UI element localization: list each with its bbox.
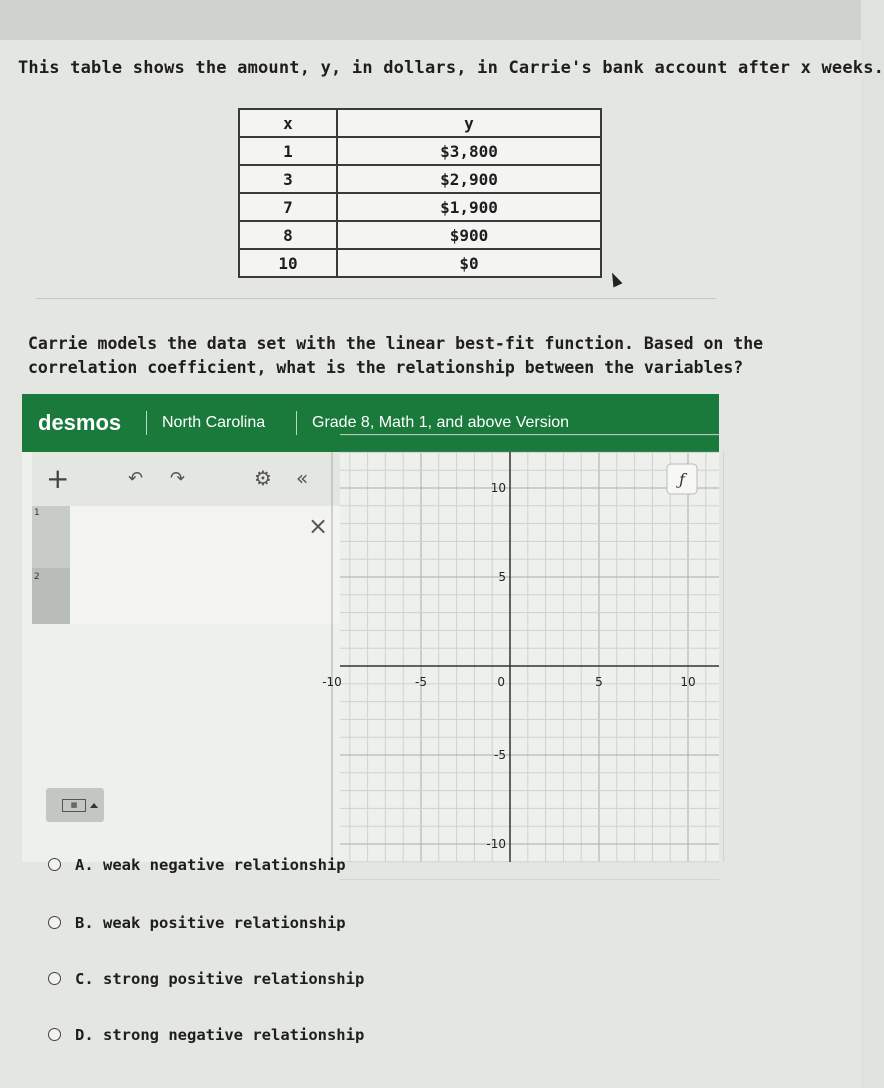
- radio-button[interactable]: [48, 972, 61, 985]
- section-divider: [36, 298, 716, 299]
- table-header-row: [239, 109, 601, 137]
- undo-icon[interactable]: ↶: [128, 468, 144, 489]
- keyboard-icon: ▦: [62, 799, 86, 812]
- y-tick-label: 10: [490, 481, 506, 495]
- graph-background: [340, 452, 719, 862]
- desmos-header: [22, 394, 719, 452]
- choice-text: weak negative relationship: [103, 856, 346, 874]
- expression-panel: [32, 452, 340, 862]
- choice-text: weak positive relationship: [103, 914, 346, 932]
- desmos-state-label: North Carolina: [162, 414, 266, 431]
- gear-icon[interactable]: ⚙: [254, 466, 272, 490]
- choice-letter: D.: [75, 1026, 94, 1044]
- y-cell: $1,900: [337, 193, 601, 221]
- column-header-y: y: [337, 109, 601, 137]
- choice-letter: B.: [75, 914, 94, 932]
- y-tick-label: -10: [486, 837, 506, 851]
- function-icon[interactable]: ƒ: [679, 470, 685, 489]
- radio-button[interactable]: [48, 1028, 61, 1041]
- choice-letter: C.: [75, 970, 94, 988]
- choice-a[interactable]: [48, 856, 346, 874]
- expression-number: 1: [34, 508, 40, 518]
- keyboard-toggle-button[interactable]: [46, 788, 104, 822]
- x-tick-label: 0: [497, 675, 505, 689]
- choice-b[interactable]: [48, 914, 346, 932]
- graph-paper[interactable]: [322, 452, 719, 862]
- x-cell: 1: [239, 137, 337, 165]
- double-chevron-left-icon[interactable]: «: [296, 466, 309, 490]
- desmos-calculator: [22, 394, 719, 862]
- x-cell: 8: [239, 221, 337, 249]
- x-tick-label: 10: [680, 675, 696, 689]
- header-divider: [296, 411, 297, 435]
- x-cell: 10: [239, 249, 337, 277]
- plus-icon[interactable]: +: [46, 462, 70, 495]
- table-row: [239, 249, 601, 277]
- close-icon[interactable]: ×: [308, 512, 329, 540]
- y-cell: $2,900: [337, 165, 601, 193]
- header-divider: [146, 411, 147, 435]
- caret-up-icon: [90, 803, 98, 808]
- x-tick-label: -10: [322, 675, 342, 689]
- table-row: [239, 193, 601, 221]
- expression-toolbar: [32, 452, 340, 506]
- y-cell: $900: [337, 221, 601, 249]
- choice-d[interactable]: [48, 1026, 364, 1044]
- x-cell: 7: [239, 193, 337, 221]
- desmos-version-label: Grade 8, Math 1, and above Version: [312, 414, 570, 431]
- column-header-x: x: [239, 109, 337, 137]
- expression-row-1[interactable]: [32, 506, 340, 569]
- expression-row-2[interactable]: [32, 568, 340, 624]
- browser-top-bar: [0, 0, 861, 41]
- expression-number: 2: [34, 572, 40, 582]
- table-row: [239, 221, 601, 249]
- choice-text: strong negative relationship: [103, 1026, 365, 1044]
- choice-text: strong positive relationship: [103, 970, 365, 988]
- redo-icon[interactable]: ↷: [170, 468, 186, 489]
- y-cell: $0: [337, 249, 601, 277]
- radio-button[interactable]: [48, 916, 61, 929]
- radio-button[interactable]: [48, 858, 61, 871]
- y-tick-label: 5: [498, 570, 506, 584]
- y-cell: $3,800: [337, 137, 601, 165]
- table-row: [239, 165, 601, 193]
- choice-c[interactable]: [48, 970, 364, 988]
- data-table: [238, 108, 602, 278]
- x-tick-label: 5: [595, 675, 603, 689]
- question-prompt: Carrie models the data set with the linear best-fit function. Based on the correlation coefficient, what is the relationship between the variables?: [28, 334, 764, 377]
- choice-letter: A.: [75, 856, 94, 874]
- desmos-logo: desmos: [38, 410, 122, 435]
- question-intro: This table shows the amount, y, in dollars, in Carrie's bank account after x weeks.: [18, 58, 884, 78]
- x-tick-label: -5: [415, 675, 427, 689]
- y-tick-label: -5: [494, 748, 506, 762]
- table-row: [239, 137, 601, 165]
- x-cell: 3: [239, 165, 337, 193]
